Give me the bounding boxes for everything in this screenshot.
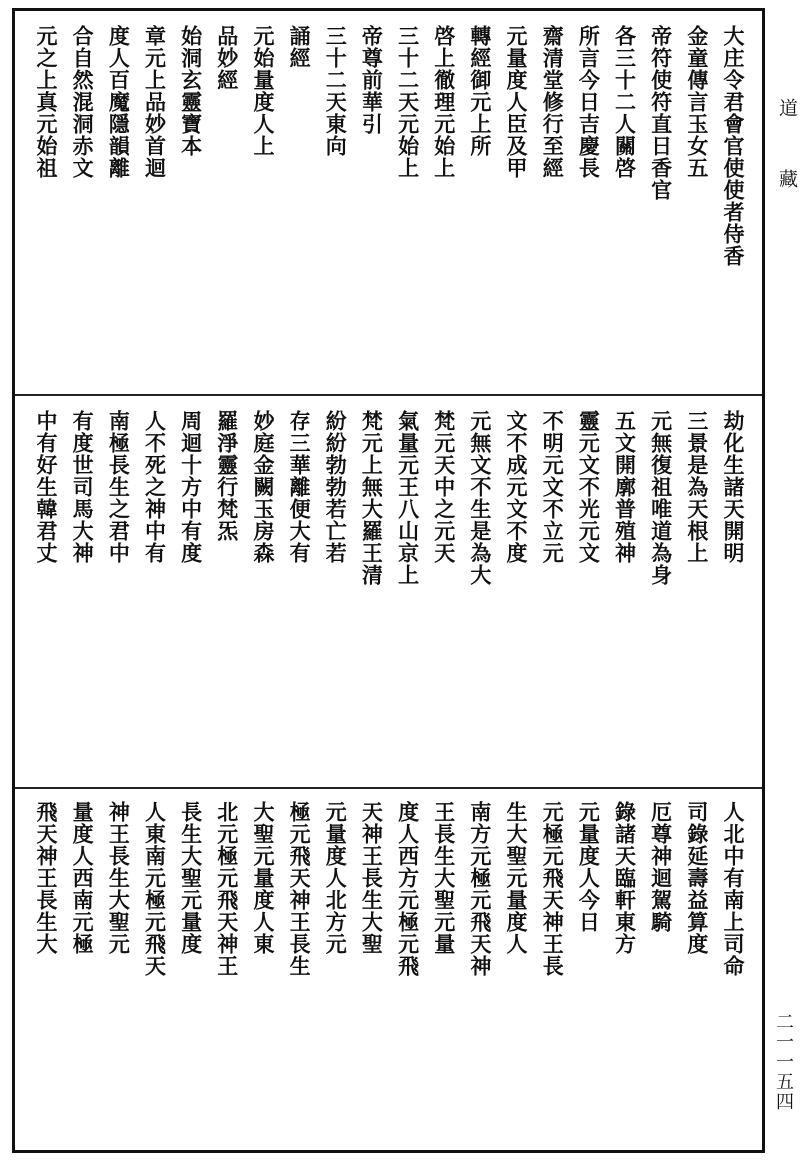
text-column: 度人百魔隱韻離 xyxy=(106,25,132,179)
text-column: 元量度人北方元 xyxy=(323,801,349,955)
text-column: 誦經 xyxy=(287,25,313,69)
text-column: 金童傳言玉女五 xyxy=(684,25,710,179)
text-column: 神王長生大聖元 xyxy=(106,801,132,955)
text-column: 靈元文不光元文 xyxy=(576,410,602,564)
margin-page-number: 二一一五四 xyxy=(773,1012,794,1112)
text-column: 所言今日吉慶長 xyxy=(576,25,602,179)
text-column: 大聖元量度人東 xyxy=(250,801,276,955)
text-column: 梵元上無大羅王清 xyxy=(359,410,385,586)
text-column: 生大聖元量度人 xyxy=(504,801,530,955)
text-column: 人東南元極元飛天 xyxy=(142,801,168,977)
text-panel-top xyxy=(15,11,762,394)
text-column: 極元飛天神王長生 xyxy=(287,801,313,977)
text-column: 各三十二人關啓 xyxy=(612,25,638,179)
text-column: 元無復祖唯道為身 xyxy=(648,410,674,586)
text-column: 司錄延壽益算度 xyxy=(684,801,710,955)
text-column: 有度世司馬大神 xyxy=(70,410,96,564)
text-column: 帝尊前華引 xyxy=(359,25,385,135)
text-column: 文不成元文不度 xyxy=(504,410,530,564)
text-column: 三景是為天根上 xyxy=(684,410,710,564)
text-column: 大庄令君會官使使者侍香 xyxy=(720,25,746,267)
text-column: 氣量元王八山京上 xyxy=(395,410,421,586)
text-column: 齋清堂修行至經 xyxy=(540,25,566,179)
text-column: 中有好生韓君丈 xyxy=(34,410,59,564)
text-column: 紛紛勃勃若亡若 xyxy=(323,410,349,564)
text-column: 南極長生之君中 xyxy=(106,410,132,564)
text-column: 合自然混洞赤文 xyxy=(70,25,96,179)
text-column: 五文開廓普殖神 xyxy=(612,410,638,564)
text-column: 三十二天東向 xyxy=(323,25,349,157)
text-column: 章元上品妙首迴 xyxy=(142,25,168,179)
text-column: 錄諸天臨軒東方 xyxy=(612,801,638,955)
text-column: 存三華離便大有 xyxy=(287,410,313,564)
text-column: 元極元飛天神王長 xyxy=(540,801,566,977)
text-column: 三十二天元始上 xyxy=(395,25,421,179)
text-column: 元之上真元始祖 xyxy=(34,25,59,179)
text-column: 轉經御元上所 xyxy=(467,25,493,157)
margin-collection-title: 道藏 xyxy=(776,98,798,240)
text-column: 厄尊神迴駕騎 xyxy=(648,801,674,933)
text-column: 帝符使符直日香官 xyxy=(648,25,674,201)
text-column: 妙庭金闕玉房森 xyxy=(250,410,276,564)
text-column: 元始量度人上 xyxy=(250,25,276,157)
text-column: 始洞玄靈寶本 xyxy=(178,25,204,157)
text-column: 元無文不生是為大 xyxy=(467,410,493,586)
text-column: 元量度人今日 xyxy=(576,801,602,933)
text-column: 人北中有南上司命 xyxy=(720,801,746,977)
text-panel-bottom xyxy=(15,787,762,1150)
text-column: 度人西方元極元飛 xyxy=(395,801,421,977)
text-column: 飛天神王長生大 xyxy=(34,801,59,955)
text-column: 長生大聖元量度 xyxy=(178,801,204,955)
text-column: 劫化生諸天開明 xyxy=(720,410,746,564)
text-column: 王長生大聖元量 xyxy=(431,801,457,955)
text-panel-middle xyxy=(15,394,762,787)
text-column: 量度人西南元極 xyxy=(70,801,96,955)
text-column: 不明元文不立元 xyxy=(540,410,566,564)
text-column: 品妙經 xyxy=(214,25,240,91)
text-column: 羅淨靈行梵炁 xyxy=(214,410,240,542)
text-column: 人不死之神中有 xyxy=(142,410,168,564)
text-column: 梵元天中之元天 xyxy=(431,410,457,564)
text-column: 天神王長生大聖 xyxy=(359,801,385,955)
text-column: 周迴十方中有度 xyxy=(178,410,204,564)
text-column: 南方元極元飛天神 xyxy=(467,801,493,977)
scripture-page-frame xyxy=(12,8,765,1153)
text-column: 北元極元飛天神王 xyxy=(214,801,240,977)
text-column: 啓上徹理元始上 xyxy=(431,25,457,179)
text-column: 元量度人臣及甲 xyxy=(504,25,530,179)
